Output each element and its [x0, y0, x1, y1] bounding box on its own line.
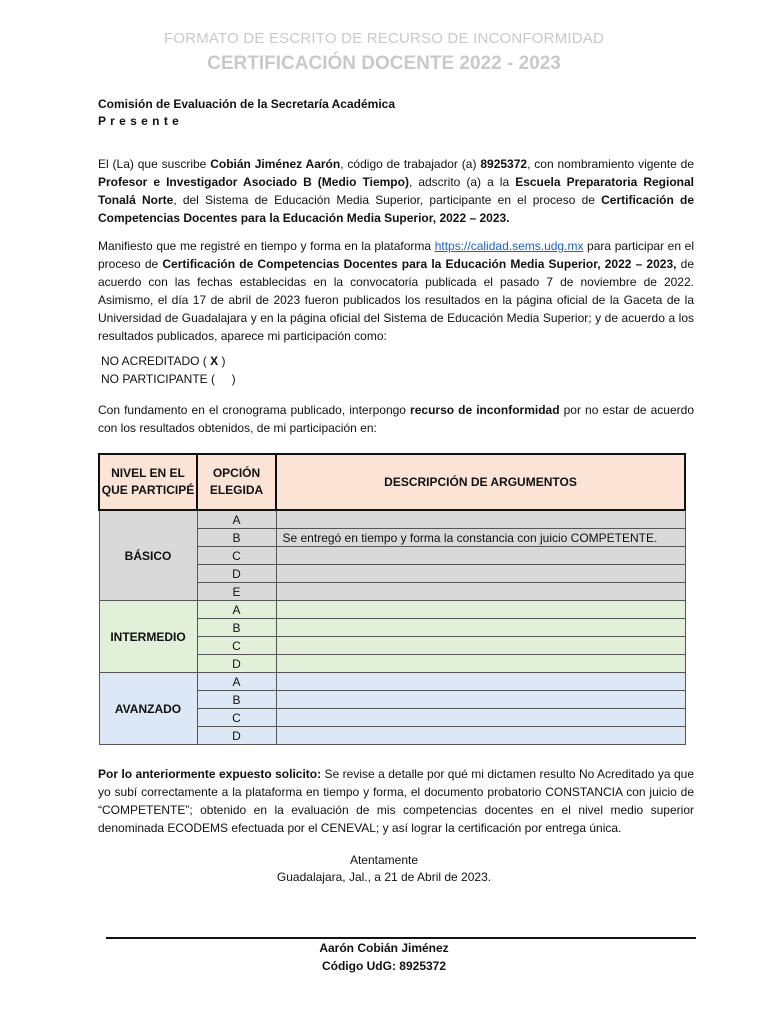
- option-cell: D: [197, 565, 276, 583]
- document-header-subtitle: CERTIFICACIÓN DOCENTE 2022 - 2023: [207, 53, 561, 74]
- option-cell: E: [197, 583, 276, 601]
- description-cell[interactable]: [276, 655, 685, 673]
- option-cell: C: [197, 637, 276, 655]
- description-cell[interactable]: [276, 510, 685, 529]
- level-basico: BÁSICO: [99, 510, 197, 601]
- closing-atentamente: Atentamente: [349, 853, 419, 867]
- description-cell[interactable]: [276, 565, 685, 583]
- option-cell: C: [197, 709, 276, 727]
- level-avanzado: AVANZADO: [99, 673, 197, 745]
- header-level: NIVEL EN EL QUE PARTICIPÉ: [99, 454, 197, 510]
- status-no-participante: NO PARTICIPANTE ( ): [101, 372, 236, 386]
- document-header-title: FORMATO DE ESCRITO DE RECURSO DE INCONFORMIDAD: [163, 30, 605, 47]
- option-cell: B: [197, 691, 276, 709]
- option-cell: A: [197, 510, 276, 529]
- description-cell[interactable]: [276, 637, 685, 655]
- signature-code: Código UdG: 8925372: [321, 959, 447, 973]
- description-cell[interactable]: [276, 709, 685, 727]
- description-cell[interactable]: [276, 727, 685, 745]
- closing-date: Guadalajara, Jal., a 21 de Abril de 2023.: [276, 870, 492, 884]
- paragraph-intro: El (La) que suscribe Cobián Jiménez Aarón, código de trabajador (a) 8925372, con nombramiento vigente de Profesor e Investigador Asociado B (Medio Tiempo), adscrito (a) a la Escuela Preparatoria Regional Tonalá Norte, del Sistema de Educación Media Superior, participante en el proceso de Certificación de Competencias Docentes para la Educación Media Superior, 2022 – 2023.: [98, 157, 695, 225]
- platform-link[interactable]: https://calidad.sems.udg.mx: [434, 239, 584, 253]
- option-cell: B: [197, 529, 276, 547]
- header-option: OPCIÓN ELEGIDA: [197, 454, 276, 510]
- signature-name: Aarón Cobián Jiménez: [319, 941, 449, 955]
- option-cell: A: [197, 601, 276, 619]
- paragraph-appeal: Con fundamento en el cronograma publicado, interpongo recurso de inconformidad por no estar de acuerdo con los resultados obtenidos, de mi participación en:: [98, 403, 695, 435]
- option-cell: D: [197, 727, 276, 745]
- option-cell: D: [197, 655, 276, 673]
- addressee-line: Comisión de Evaluación de la Secretaría Académica: [98, 97, 396, 111]
- description-cell[interactable]: [276, 619, 685, 637]
- description-cell[interactable]: [276, 583, 685, 601]
- description-cell[interactable]: [276, 547, 685, 565]
- description-cell[interactable]: [276, 601, 685, 619]
- description-cell[interactable]: Se entregó en tiempo y forma la constancia con juicio COMPETENTE.: [276, 529, 685, 547]
- paragraph-request: Por lo anteriormente expuesto solicito: Se revise a detalle por qué mi dictamen resulto No Acreditado ya que yo subí correctamente a la plataforma en tiempo y forma, el documento probatorio CONSTANCIA con juicio de “COMPETENTE”; obtenido en la evaluación de mis competencias docentes en el nivel medio superior denominada ECODEMS efectuada por el CENEVAL; y así lograr la certificación por entrega única.: [98, 767, 694, 835]
- arguments-table: [98, 453, 686, 745]
- header-description: DESCRIPCIÓN DE ARGUMENTOS: [276, 454, 685, 510]
- description-cell[interactable]: [276, 673, 685, 691]
- option-cell: C: [197, 547, 276, 565]
- presente-line: P r e s e n t e: [98, 114, 180, 128]
- description-cell[interactable]: [276, 691, 685, 709]
- level-intermedio: INTERMEDIO: [99, 601, 197, 673]
- option-cell: B: [197, 619, 276, 637]
- paragraph-registration: Manifiesto que me registré en tiempo y forma en la plataforma https://calidad.sems.udg.mx para participar en el proceso de Certificación de Competencias Docentes para la Educación Media Superior, 2022 – 2023, de acuerdo con las fechas establecidas en la convocatoria publicada el pasado 7 de noviembre de 2022. Asimismo, el día 17 de abril de 2023 fueron publicados los resultados en la página oficial de la Gaceta de la Universidad de Guadalajara y en la página oficial del Sistema de Educación Media Superior; y de acuerdo a los resultados publicados, aparece mi participación como:: [98, 239, 694, 343]
- option-cell: A: [197, 673, 276, 691]
- status-no-acreditado: NO ACREDITADO ( X ): [101, 354, 226, 368]
